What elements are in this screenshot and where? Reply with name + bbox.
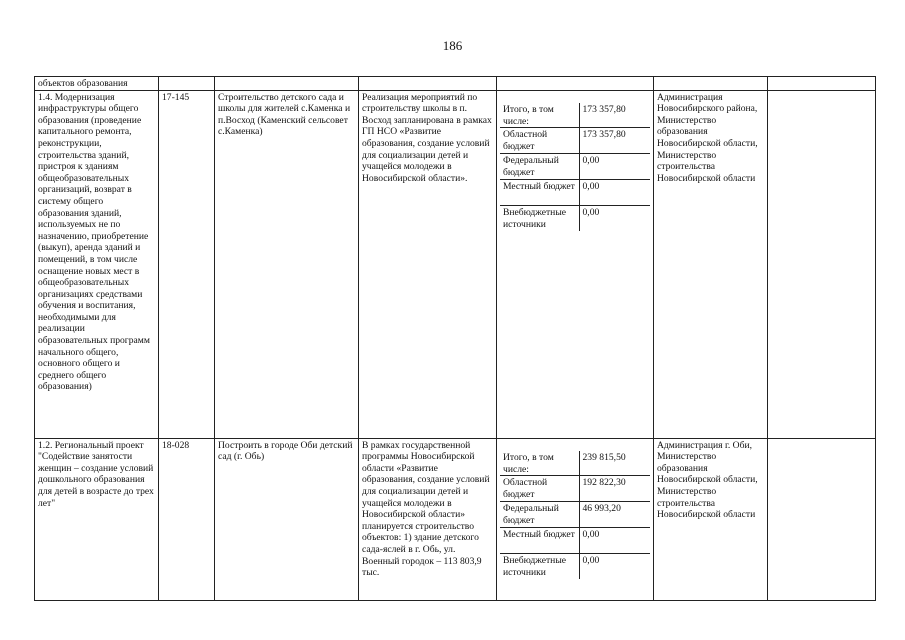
task-cell: 1.4. Модернизация инфраструктуры общего образования (проведение капитального ремонта, реконструкции, строительства зданий, пристроя к зданиям общеобразовательных организаций, возврат в систему общего образования зданий, используемых не по назначению, приобретение (выкуп), аренда зданий и помещений, в том числе оснащение новых мест в общеобразовательных организациях средствами обучения и воспитания, необходимыми для реализации образовательных программ начального общего, основного общего и среднего общего образования)	[35, 90, 159, 438]
funding-amount: 173 357,80	[579, 128, 650, 154]
funding-row	[500, 476, 650, 502]
funding-amount: 0,00	[579, 154, 650, 180]
table-row	[35, 90, 876, 438]
program-table	[34, 76, 876, 601]
funding-label: Местный бюджет	[500, 528, 579, 554]
funding-table	[500, 103, 650, 231]
funding-label: Федеральный бюджет	[500, 154, 579, 180]
funding-row	[500, 103, 650, 128]
funding-cell	[497, 438, 654, 600]
funding-label: Итого, в том числе:	[503, 452, 554, 475]
object-cell: Строительство детского сада и школы для жителей с.Каменка и п.Восход (Каменский сельсовет с.Каменка)	[215, 90, 359, 438]
description-cell: В рамках государственной программы Новосибирской области «Развитие образования, создание условий для социализации детей и учащейся молодежи в Новосибирской области» планируется строительство объектов: 1) здание детского сада-яслей в г. Обь, ул. Военный городок – 113 803,9 тыс.	[359, 438, 497, 600]
empty-cell	[497, 77, 654, 91]
funding-label: Местный бюджет	[500, 180, 579, 206]
funding-amount: 0,00	[579, 528, 650, 554]
responsible-cell: Администрация Новосибирского района, Министерство образования Новосибирской области, Министерство строительства Новосибирской области	[654, 90, 768, 438]
funding-label: Внебюджетные источники	[500, 554, 579, 580]
funding-row	[500, 154, 650, 180]
description-cell: Реализация мероприятий по строительству школы в п. Восход запланирована в рамках ГП НСО «Развитие образования, создание условий для социализации детей и учащейся молодежи в Новосибирской области».	[359, 90, 497, 438]
funding-row	[500, 128, 650, 154]
funding-amount: 239 815,50	[579, 451, 650, 476]
code-cell: 17-145	[159, 90, 215, 438]
funding-amount: 46 993,20	[579, 502, 650, 528]
funding-label: Внебюджетные источники	[500, 206, 579, 232]
empty-cell	[159, 77, 215, 91]
empty-cell	[359, 77, 497, 91]
funding-amount: 192 822,30	[579, 476, 650, 502]
funding-row	[500, 502, 650, 528]
note-cell	[768, 90, 876, 438]
continuation-cell: объектов образования	[35, 77, 159, 91]
responsible-cell: Администрация г. Оби, Министерство образования Новосибирской области, Министерство строительства Новосибирской области	[654, 438, 768, 600]
funding-table	[500, 451, 650, 579]
empty-cell	[215, 77, 359, 91]
funding-label: Федеральный бюджет	[500, 502, 579, 528]
funding-label: Областной бюджет	[500, 128, 579, 154]
funding-row	[500, 528, 650, 554]
continuation-row	[35, 77, 876, 91]
funding-amount: 0,00	[579, 180, 650, 206]
funding-label: Областной бюджет	[500, 476, 579, 502]
page-number: 186	[442, 38, 463, 53]
funding-row	[500, 206, 650, 232]
funding-cell	[497, 90, 654, 438]
task-cell: 1.2. Региональный проект "Содействие занятости женщин – создание условий дошкольного образования для детей в возрасте до трех лет"	[35, 438, 159, 600]
funding-row	[500, 451, 650, 476]
funding-amount: 0,00	[579, 206, 650, 232]
code-cell: 18-028	[159, 438, 215, 600]
empty-cell	[768, 77, 876, 91]
table-row	[35, 438, 876, 600]
funding-amount: 0,00	[579, 554, 650, 580]
funding-label: Итого, в том числе:	[503, 104, 554, 127]
empty-cell	[654, 77, 768, 91]
funding-row	[500, 554, 650, 580]
funding-row	[500, 180, 650, 206]
object-cell: Построить в городе Оби детский сад (г. Обь)	[215, 438, 359, 600]
note-cell	[768, 438, 876, 600]
funding-amount: 173 357,80	[579, 103, 650, 128]
